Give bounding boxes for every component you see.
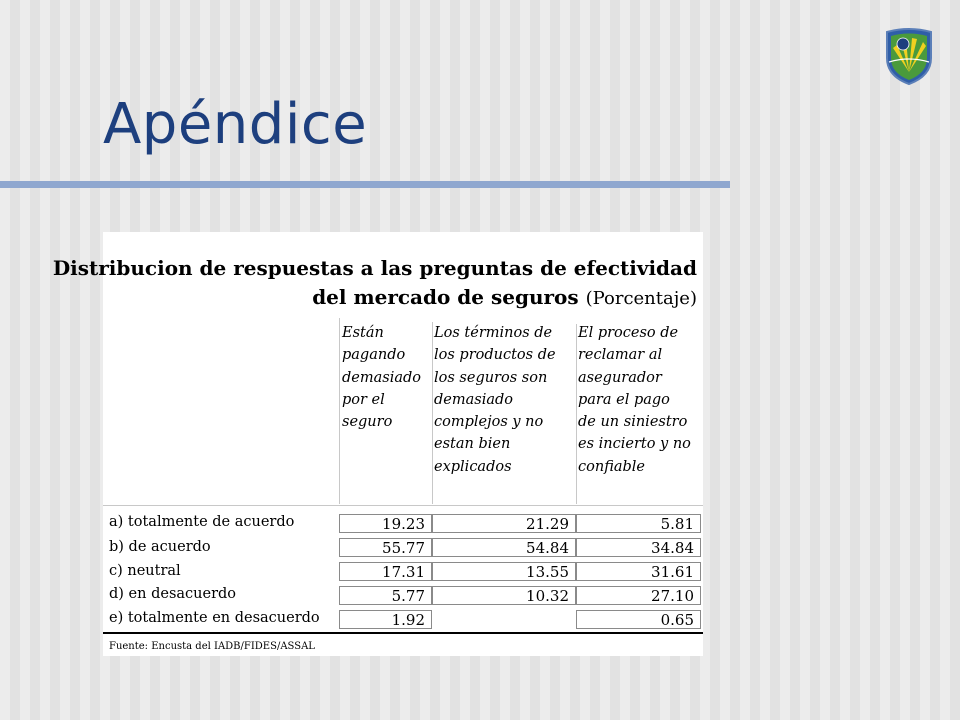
- table-cell: 54.84: [432, 538, 576, 557]
- column-header-line: seguro: [342, 414, 393, 431]
- table-title-unit: (Porcentaje): [585, 288, 697, 309]
- results-table-panel: [52, 232, 703, 656]
- row-label: e) totalmente en desacuerdo: [109, 610, 320, 626]
- table-cell: 10.32: [432, 586, 576, 605]
- table-bottom-rule: [103, 632, 703, 634]
- column-header-line: confiable: [578, 458, 646, 475]
- table-title: [53, 254, 697, 313]
- row-label: b) de acuerdo: [109, 539, 211, 555]
- column-header-line: los seguros son: [434, 369, 548, 386]
- table-title-line-2: del mercado de seguros: [312, 285, 579, 309]
- row-label: a) totalmente de acuerdo: [109, 514, 295, 530]
- column-header-line: El proceso de: [578, 325, 679, 341]
- column-divider: [432, 322, 433, 504]
- column-header-line: para el pago: [578, 391, 670, 408]
- table-cell: 34.84: [576, 538, 701, 557]
- column-header-line: de un siniestro: [578, 414, 688, 431]
- table-cell: 13.55: [432, 562, 576, 581]
- table-cell: 27.10: [576, 586, 701, 605]
- table-cell: 1.92: [339, 610, 432, 629]
- column-header-line: complejos y no: [434, 414, 544, 431]
- column-header-3: [578, 322, 691, 478]
- column-divider: [576, 324, 577, 504]
- column-header-line: reclamar al: [578, 347, 663, 364]
- table-cell: 5.77: [339, 586, 432, 605]
- column-header-line: asegurador: [578, 369, 662, 386]
- table-cell: 55.77: [339, 538, 432, 557]
- column-header-line: demasiado: [342, 369, 421, 386]
- row-label: c) neutral: [109, 563, 181, 579]
- column-header-line: es incierto y no: [578, 436, 691, 453]
- table-source-note: Fuente: Encusta del IADB/FIDES/ASSAL: [109, 641, 315, 652]
- table-title-line-1: Distribucion de respuestas a las preguntas de efectividad: [52, 256, 697, 280]
- column-header-2: [434, 322, 556, 478]
- column-header-line: estan bien: [434, 436, 511, 453]
- slide-title: Apéndice: [103, 92, 368, 157]
- column-header-line: Los términos de: [434, 325, 553, 341]
- column-header-line: pagando: [342, 347, 406, 364]
- table-cell: 17.31: [339, 562, 432, 581]
- column-header-line: demasiado: [434, 391, 513, 408]
- header-bottom-line: [103, 505, 703, 506]
- column-header-line: Están: [342, 325, 384, 341]
- table-cell: [432, 610, 576, 629]
- column-header-line: por el: [342, 391, 385, 408]
- title-divider: [0, 181, 730, 188]
- table-cell: 0.65: [576, 610, 701, 629]
- shield-globe-logo-icon: [883, 28, 935, 86]
- table-cell: 5.81: [576, 514, 701, 533]
- column-header-1: [342, 322, 421, 433]
- column-header-line: explicados: [434, 458, 512, 475]
- table-cell: 31.61: [576, 562, 701, 581]
- table-cell: 19.23: [339, 514, 432, 533]
- column-header-line: los productos de: [434, 347, 556, 364]
- table-cell: 21.29: [432, 514, 576, 533]
- column-divider: [339, 318, 340, 504]
- row-label: d) en desacuerdo: [109, 586, 237, 602]
